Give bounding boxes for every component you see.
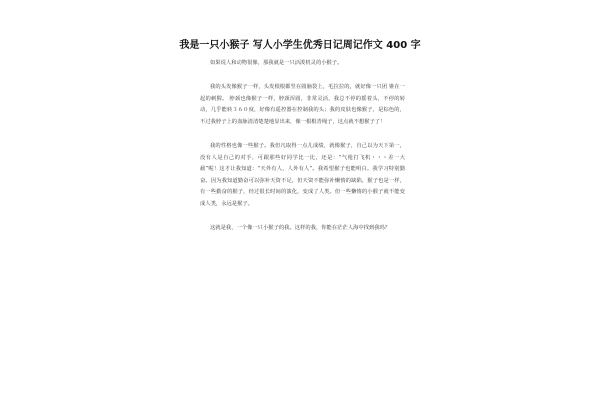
- paragraph-1: 如果说人和动物很像，那我就是一只活泼机灵的小猴子。: [210, 60, 343, 66]
- paragraph-2: 我的头发像猴子一样，头发根根都竖在圆脑袋上，毛拉拉的，就好像一只团 锥在一起的刺猬。 脖颈也像猴子一样，脖颈浑圆，非常灵活，我总不停的摇着头，不停的转动，几乎能转３６０度，好像有遥控器在控制我的头；我的皮肤也像猴子，是棕色的，不过我脖子上的血脉清清楚楚地显出来，像一根根青绳子，这点就不想猴子了！: [200, 84, 405, 125]
- page-title: 我是一只小猴子 写人小学生优秀日记周记作文 400 字: [179, 40, 421, 51]
- paragraph-3: 我的性格也像一些猴子。我但凡取得一点儿成绩，就像猴子，自己以为天下第一，没有人是自己的对手，可跟那些好同学比一比，还是：“气枪打飞机・・・差一大截”呢！这才让我知道：“天外有人，人外有人”。我希望猴子也能明白。我学习特别勤奋。因为我知道勤奋可以弥补天资不足，但天资不能弥补懒惰的缺陷，猴子也是一样，有一些勤奋的猴子，经过很长时间的演化，变成了人类。但一些懒惰的小猴子就不能变成人类，永远是猴子。: [200, 143, 405, 207]
- article-body: [200, 58, 405, 247]
- paragraph-4: 这就是我，一个像一只小猴子的我。这样的我，你能在茫茫人海中找到我吗？: [210, 224, 391, 231]
